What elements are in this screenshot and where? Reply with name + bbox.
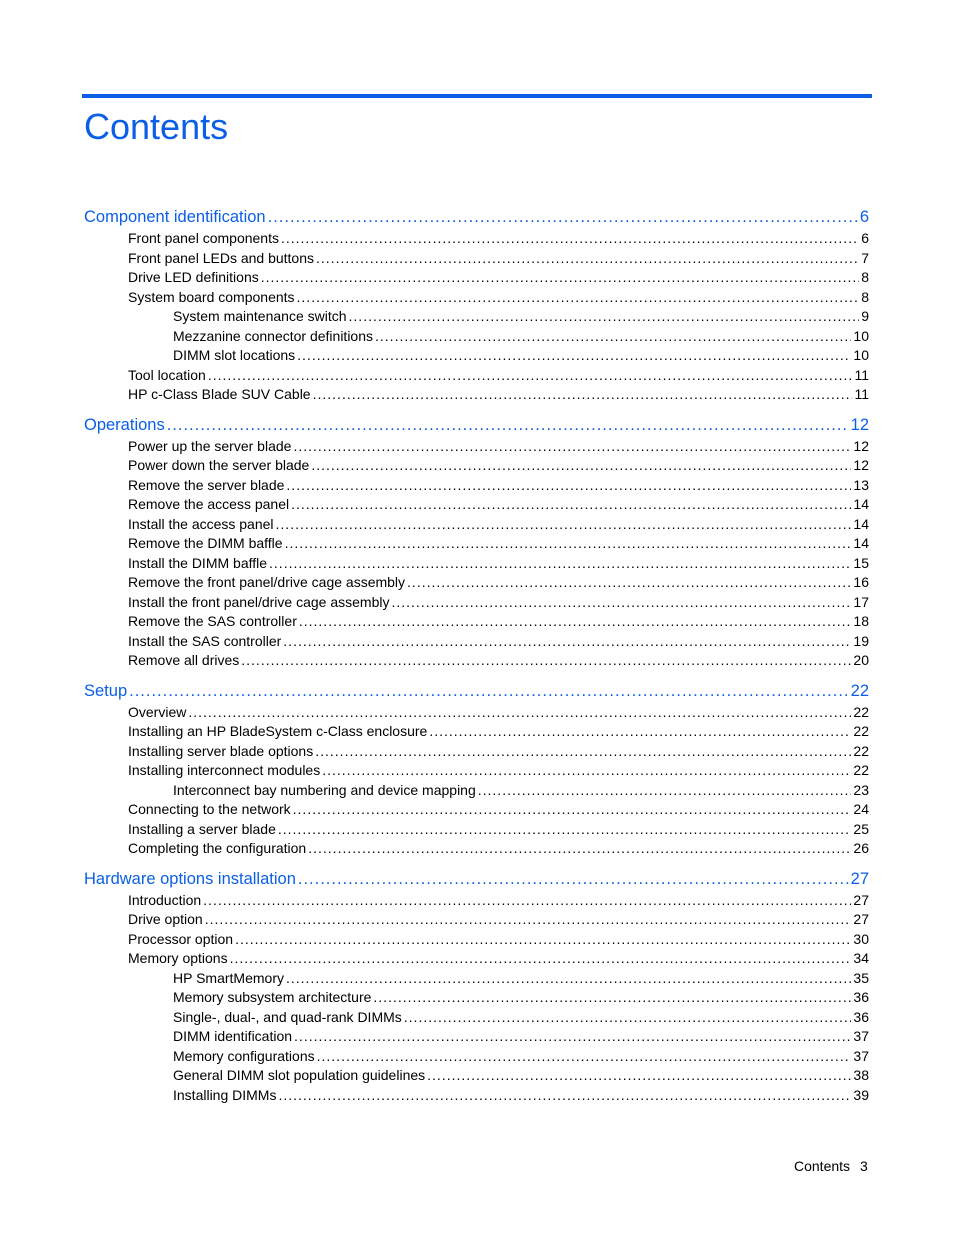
- toc-entry-label: Setup: [84, 681, 128, 700]
- toc-section-link[interactable]: [84, 703, 869, 723]
- toc-page-number: 25: [853, 820, 869, 837]
- toc-page-number: 15: [853, 554, 869, 571]
- toc-dot-leader: [313, 385, 853, 405]
- toc-entry-label: Component identification: [84, 208, 266, 226]
- toc-dot-leader: [375, 327, 851, 347]
- toc-entry-label: Completing the configuration: [128, 840, 307, 856]
- toc-page-number: 7: [861, 249, 869, 266]
- footer-page-number: 3: [860, 1158, 868, 1174]
- toc-dot-leader: [286, 476, 851, 496]
- toc-section-link[interactable]: [84, 437, 869, 457]
- toc-section-link[interactable]: [84, 307, 869, 327]
- toc-entry-label: Power up the server blade: [128, 437, 292, 454]
- toc-entry-label: Tool location: [128, 366, 206, 383]
- toc-section-link[interactable]: [84, 1066, 869, 1086]
- toc-entry-label: Drive LED definitions: [128, 269, 259, 285]
- toc-entry-label: Installing an HP BladeSystem c-Class enclosure: [128, 723, 428, 739]
- toc-page-number: 14: [853, 496, 869, 512]
- toc-section-link[interactable]: [84, 366, 869, 386]
- toc-page-number: 11: [854, 366, 869, 383]
- toc-dot-leader: [349, 307, 860, 327]
- toc-page-number: 19: [853, 632, 869, 649]
- toc-page-number: 22: [853, 762, 869, 778]
- toc-chapter-link[interactable]: [84, 205, 869, 229]
- toc-dot-leader: [315, 742, 851, 762]
- toc-section-link[interactable]: [84, 534, 869, 554]
- toc-dot-leader: [429, 722, 851, 742]
- toc-section-link[interactable]: [84, 593, 869, 613]
- toc-entry-label: Single-, dual-, and quad-rank DIMMs: [173, 1008, 402, 1025]
- toc-page-number: 34: [853, 950, 869, 966]
- header-rule: [82, 94, 872, 98]
- toc-section-link[interactable]: [84, 930, 869, 950]
- toc-dot-leader: [294, 1027, 851, 1047]
- toc-entry-label: Processor option: [128, 930, 234, 947]
- toc-entry-label: Memory configurations: [173, 1047, 315, 1064]
- toc-entry-label: General DIMM slot population guidelines: [173, 1067, 426, 1083]
- toc-dot-leader: [297, 288, 860, 308]
- toc-page-number: 10: [853, 347, 869, 363]
- toc-section-link[interactable]: [84, 573, 869, 593]
- toc-section-link[interactable]: [84, 722, 869, 742]
- toc-page-number: 6: [859, 208, 869, 226]
- toc-section-link[interactable]: [84, 515, 869, 535]
- table-of-contents: [84, 205, 869, 1105]
- toc-section-link[interactable]: [84, 1047, 869, 1067]
- toc-section-link[interactable]: [84, 632, 869, 652]
- toc-entry-label: Installing server blade options: [128, 742, 314, 759]
- toc-dot-leader: [261, 268, 859, 288]
- toc-dot-leader: [311, 456, 851, 476]
- toc-entry-label: Install the access panel: [128, 515, 274, 532]
- toc-section-link[interactable]: [84, 820, 869, 840]
- toc-section-link[interactable]: [84, 385, 869, 405]
- toc-section-link[interactable]: [84, 800, 869, 820]
- toc-entry-label: Hardware options installation: [84, 869, 296, 888]
- toc-dot-leader: [404, 1008, 852, 1028]
- toc-entry-label: System maintenance switch: [173, 308, 347, 324]
- toc-dot-leader: [208, 366, 853, 386]
- toc-dot-leader: [286, 969, 851, 989]
- toc-dot-leader: [276, 515, 852, 535]
- toc-entry-label: Overview: [128, 703, 187, 720]
- toc-dot-leader: [278, 820, 852, 840]
- toc-dot-leader: [299, 612, 852, 632]
- toc-page-number: 26: [853, 840, 869, 856]
- toc-entry-label: Remove the DIMM baffle: [128, 535, 283, 551]
- toc-page-number: 27: [853, 891, 869, 908]
- toc-section-link[interactable]: [84, 346, 869, 366]
- toc-section-link[interactable]: [84, 1027, 869, 1047]
- toc-entry-label: Front panel LEDs and buttons: [128, 249, 315, 266]
- toc-dot-leader: [235, 930, 851, 950]
- toc-dot-leader: [291, 495, 851, 515]
- toc-entry-label: Install the front panel/drive cage assembly: [128, 593, 390, 610]
- toc-entry-label: Drive option: [128, 911, 203, 927]
- toc-page-number: 16: [853, 574, 869, 590]
- toc-section-link[interactable]: [84, 891, 869, 911]
- toc-section-link[interactable]: [84, 456, 869, 476]
- toc-page-number: 38: [853, 1067, 869, 1083]
- toc-section-link[interactable]: [84, 949, 869, 969]
- toc-page-number: 22: [853, 723, 869, 739]
- toc-dot-leader: [478, 781, 852, 801]
- toc-entry-label: Front panel components: [128, 230, 279, 246]
- toc-page-number: 23: [853, 781, 869, 798]
- toc-entry-label: Installing DIMMs: [173, 1086, 277, 1103]
- toc-dot-leader: [283, 632, 851, 652]
- toc-entry-label: Interconnect bay numbering and device mapping: [173, 781, 476, 798]
- toc-entry-label: Remove all drives: [128, 652, 240, 668]
- toc-section-link[interactable]: [84, 781, 869, 801]
- toc-page-number: 18: [853, 613, 869, 629]
- toc-entry-label: Installing a server blade: [128, 820, 276, 837]
- toc-section-link[interactable]: [84, 761, 869, 781]
- toc-entry-label: Install the SAS controller: [128, 632, 282, 649]
- footer-section-label: Contents: [794, 1158, 851, 1174]
- toc-dot-leader: [129, 679, 849, 703]
- toc-entry-label: Installing interconnect modules: [128, 762, 321, 778]
- toc-page-number: 30: [853, 930, 869, 947]
- toc-page-number: 14: [853, 535, 869, 551]
- page-footer: [794, 1158, 868, 1174]
- toc-page-number: 22: [853, 703, 869, 720]
- toc-page-number: 39: [853, 1086, 869, 1103]
- toc-section-link[interactable]: [84, 612, 869, 632]
- toc-section-link[interactable]: [84, 268, 869, 288]
- toc-page-number: 27: [853, 911, 869, 927]
- toc-dot-leader: [391, 593, 851, 613]
- toc-section-link[interactable]: [84, 229, 869, 249]
- toc-entry-label: Remove the front panel/drive cage assembly: [128, 574, 406, 590]
- toc-page-number: 11: [854, 386, 869, 402]
- toc-page-number: 36: [853, 1008, 869, 1025]
- toc-chapter-link[interactable]: [84, 679, 869, 703]
- toc-entry-label: HP SmartMemory: [173, 969, 284, 986]
- toc-section-link[interactable]: [84, 249, 869, 269]
- toc-dot-leader: [308, 839, 851, 859]
- toc-section-link[interactable]: [84, 910, 869, 930]
- toc-dot-leader: [203, 891, 851, 911]
- toc-page-number: 10: [853, 327, 869, 344]
- toc-dot-leader: [317, 1047, 852, 1067]
- toc-section-link[interactable]: [84, 554, 869, 574]
- toc-page-number: 27: [850, 869, 869, 888]
- toc-dot-leader: [268, 205, 858, 229]
- page-title: Contents: [84, 106, 229, 147]
- toc-dot-leader: [281, 229, 859, 249]
- toc-section-link[interactable]: [84, 969, 869, 989]
- toc-section-link[interactable]: [84, 742, 869, 762]
- toc-chapter-link[interactable]: [84, 867, 869, 891]
- toc-entry-label: DIMM slot locations: [173, 347, 296, 363]
- toc-section-link[interactable]: [84, 288, 869, 308]
- toc-section-link[interactable]: [84, 1008, 869, 1028]
- toc-dot-leader: [322, 761, 851, 781]
- toc-dot-leader: [278, 1086, 851, 1106]
- toc-entry-label: Connecting to the network: [128, 801, 291, 817]
- toc-page-number: 20: [853, 652, 869, 668]
- toc-dot-leader: [188, 703, 851, 723]
- toc-page-number: 13: [853, 476, 869, 493]
- toc-section-link[interactable]: [84, 476, 869, 496]
- toc-entry-label: Mezzanine connector definitions: [173, 327, 374, 344]
- toc-entry-label: Operations: [84, 415, 165, 434]
- toc-dot-leader: [407, 573, 851, 593]
- toc-dot-leader: [269, 554, 851, 574]
- toc-section-link[interactable]: [84, 495, 869, 515]
- toc-entry-label: System board components: [128, 288, 295, 305]
- toc-dot-leader: [205, 910, 852, 930]
- toc-entry-label: Remove the server blade: [128, 476, 285, 493]
- toc-entry-label: Memory subsystem architecture: [173, 989, 372, 1005]
- toc-page-number: 22: [850, 681, 869, 700]
- toc-page-number: 24: [853, 801, 869, 817]
- toc-page-number: 12: [850, 415, 869, 434]
- toc-page-number: 37: [853, 1028, 869, 1044]
- toc-dot-leader: [373, 988, 851, 1008]
- toc-section-link[interactable]: [84, 988, 869, 1008]
- toc-entry-label: Power down the server blade: [128, 457, 310, 473]
- toc-dot-leader: [316, 249, 859, 269]
- toc-section-link[interactable]: [84, 1086, 869, 1106]
- toc-page-number: 12: [853, 457, 869, 473]
- toc-section-link[interactable]: [84, 651, 869, 671]
- toc-page-number: 22: [853, 742, 869, 759]
- toc-dot-leader: [297, 346, 851, 366]
- toc-dot-leader: [167, 413, 849, 437]
- toc-entry-label: Install the DIMM baffle: [128, 554, 268, 571]
- toc-dot-leader: [230, 949, 852, 969]
- toc-entry-label: Remove the SAS controller: [128, 613, 297, 629]
- toc-page-number: 14: [853, 515, 869, 532]
- toc-dot-leader: [293, 800, 852, 820]
- toc-section-link[interactable]: [84, 839, 869, 859]
- toc-chapter-link[interactable]: [84, 413, 869, 437]
- toc-page-number: 8: [861, 269, 869, 285]
- toc-dot-leader: [285, 534, 852, 554]
- toc-entry-label: Memory options: [128, 950, 228, 966]
- toc-page-number: 37: [853, 1047, 869, 1064]
- toc-entry-label: Introduction: [128, 891, 202, 908]
- toc-page-number: 6: [861, 230, 869, 246]
- toc-page-number: 36: [853, 989, 869, 1005]
- toc-entry-label: DIMM identification: [173, 1028, 293, 1044]
- toc-dot-leader: [293, 437, 851, 457]
- toc-dot-leader: [241, 651, 851, 671]
- toc-entry-label: Remove the access panel: [128, 496, 290, 512]
- toc-dot-leader: [298, 867, 849, 891]
- toc-page-number: 9: [861, 308, 869, 324]
- toc-page-number: 12: [853, 437, 869, 454]
- toc-page-number: 35: [853, 969, 869, 986]
- toc-dot-leader: [427, 1066, 851, 1086]
- toc-entry-label: HP c-Class Blade SUV Cable: [128, 386, 311, 402]
- toc-page-number: 8: [861, 288, 869, 305]
- toc-page-number: 17: [853, 593, 869, 610]
- toc-section-link[interactable]: [84, 327, 869, 347]
